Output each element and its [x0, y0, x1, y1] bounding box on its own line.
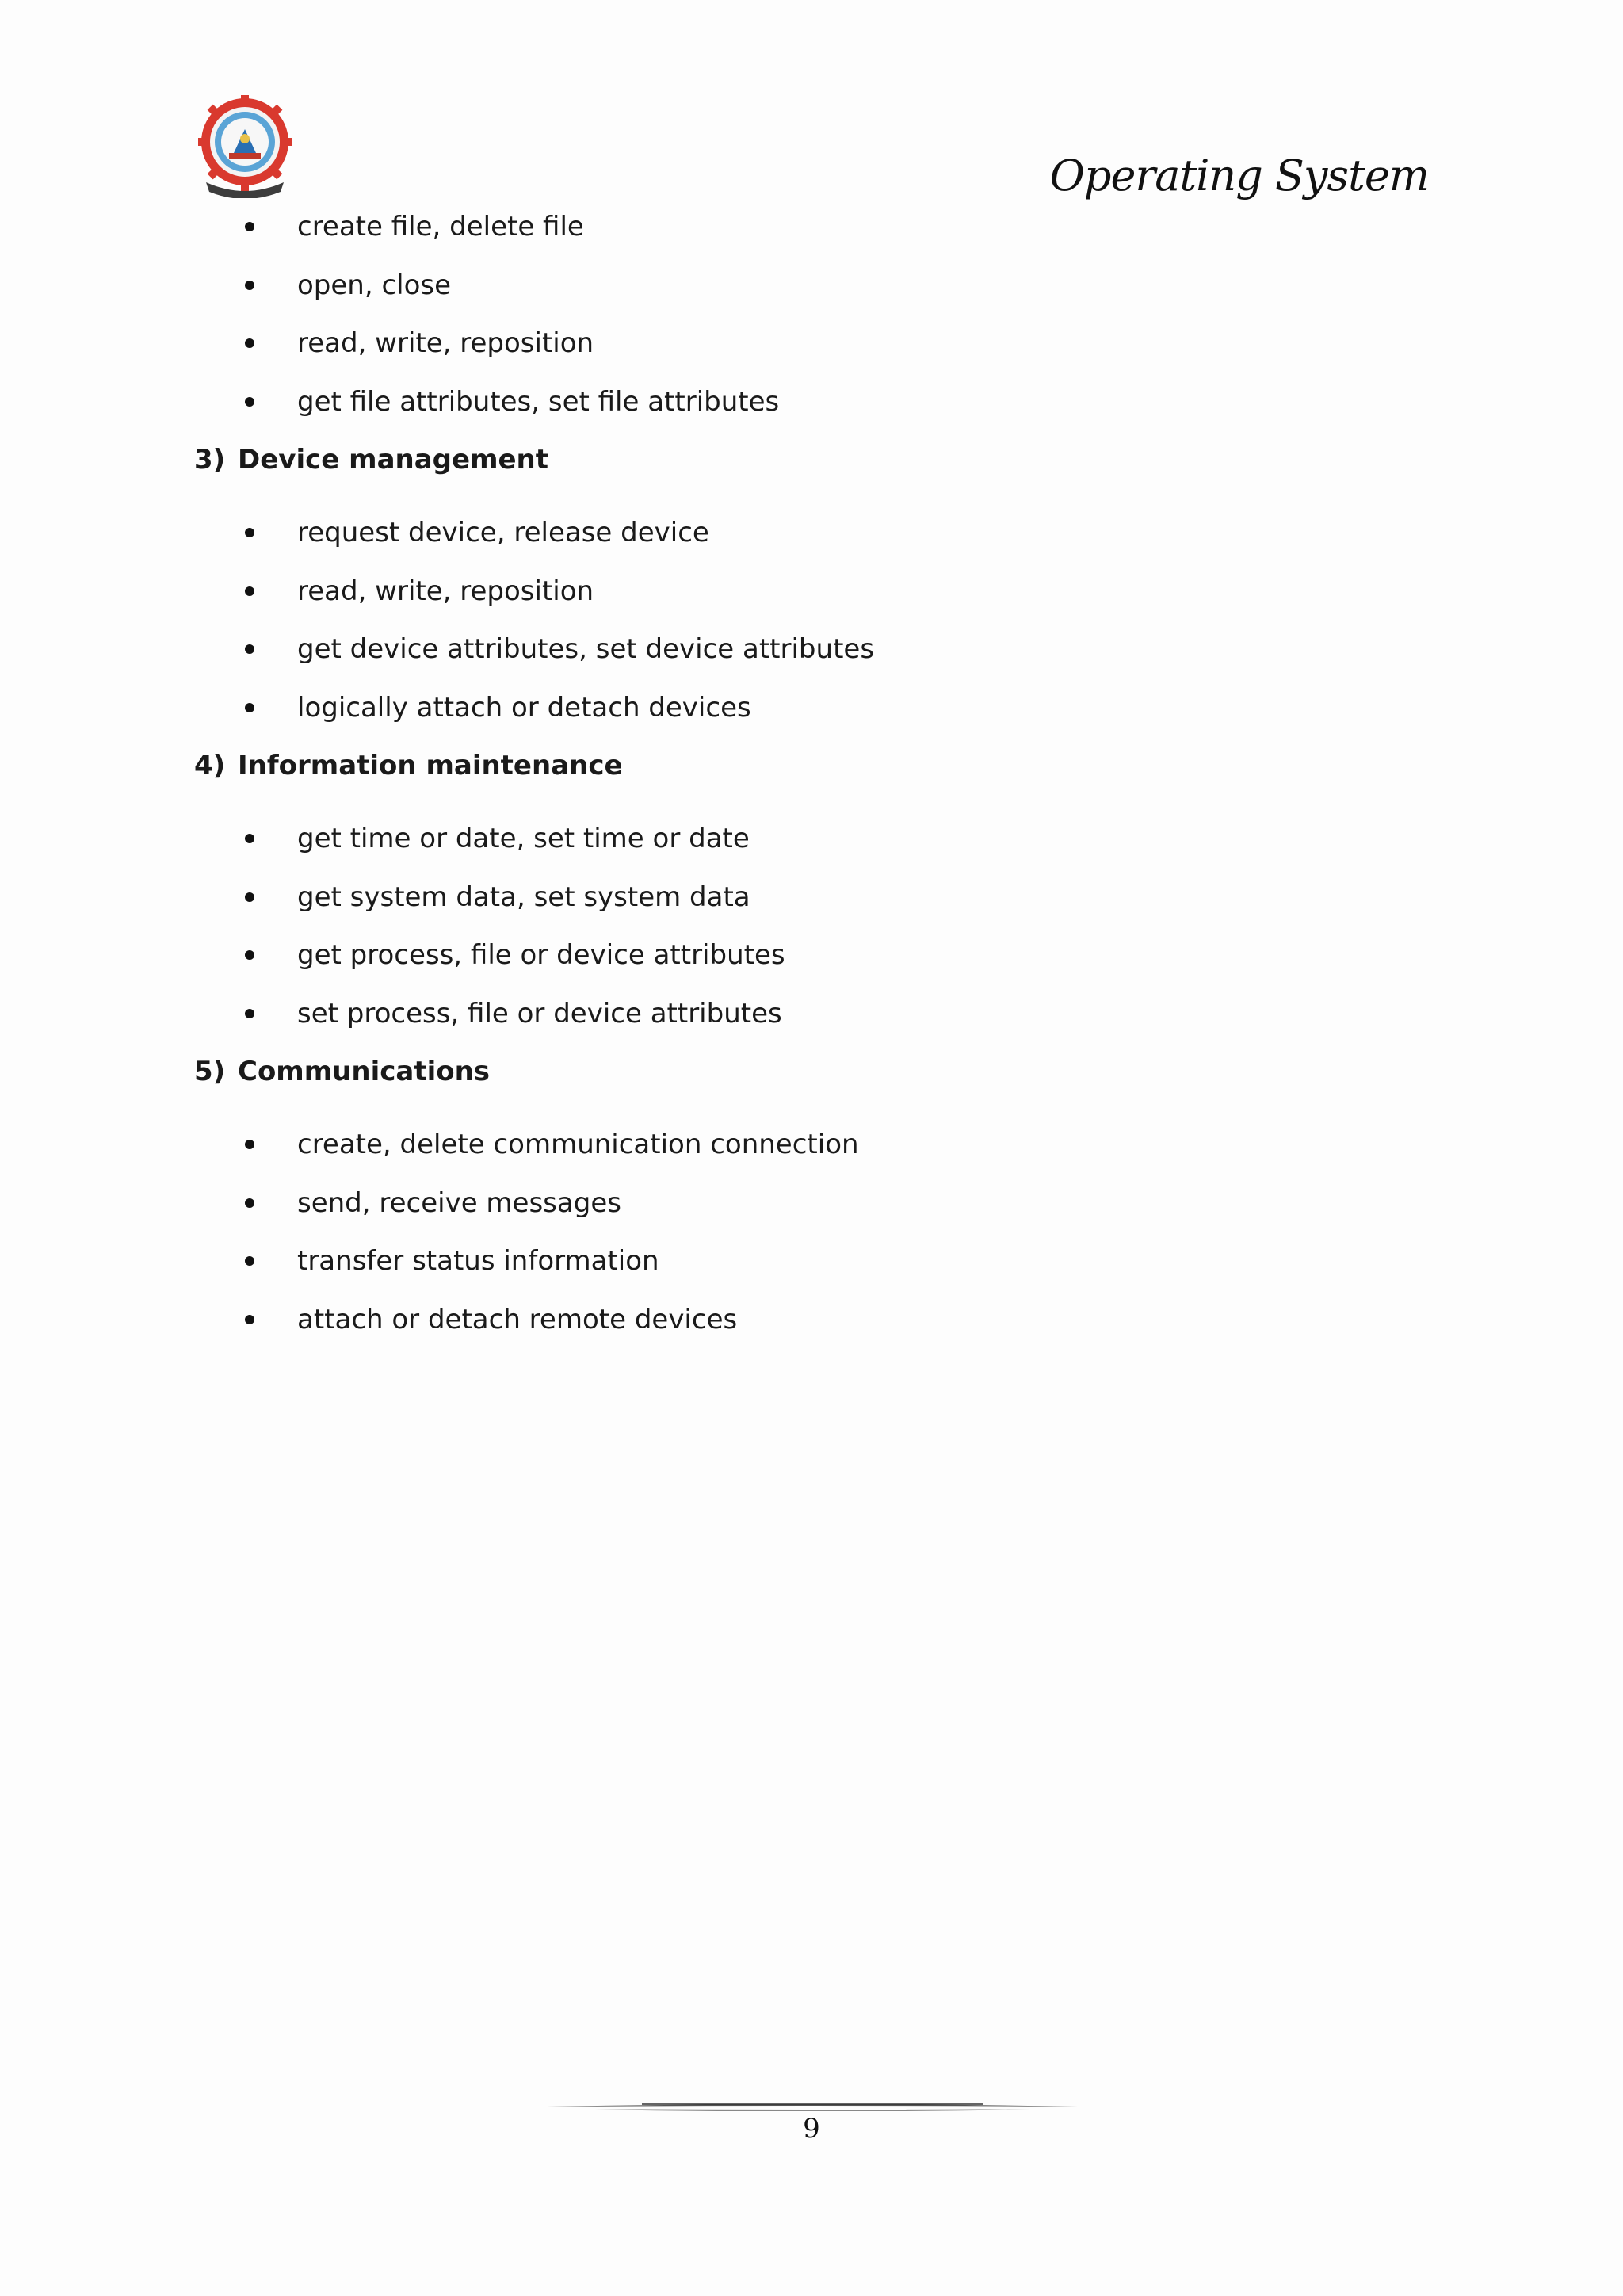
list-item-text: request device, release device — [297, 517, 709, 548]
list-item-text: get time or date, set time or date — [297, 823, 750, 854]
list-item-text: transfer status information — [297, 1245, 659, 1277]
list-item-text: get file attributes, set file attributes — [297, 385, 780, 418]
list-item-text: create, delete communication connection — [297, 1129, 859, 1160]
bullet-icon — [245, 397, 254, 407]
section-title: Information maintenance — [238, 750, 623, 781]
list-item — [245, 269, 1430, 301]
list-item-text: get device attributes, set device attributes — [297, 633, 875, 665]
section-number: 4) — [194, 750, 226, 781]
bullet-icon — [245, 1140, 254, 1149]
bullet-icon — [245, 950, 254, 960]
bullet-icon — [245, 644, 254, 654]
section-title: Communications — [238, 1056, 491, 1087]
bullet-icon — [245, 586, 254, 596]
section-heading-device-management — [194, 444, 1430, 476]
page-number: 9 — [803, 2113, 820, 2145]
running-header-title: Operating System — [1049, 151, 1429, 201]
list-item — [245, 998, 1430, 1030]
footer-divider — [547, 2100, 1078, 2113]
bullet-icon — [245, 1256, 254, 1266]
list-item — [245, 1187, 1430, 1219]
page-content — [194, 211, 1430, 1362]
section-number: 5) — [194, 1056, 226, 1087]
bullet-icon — [245, 281, 254, 290]
list-item — [245, 517, 1430, 548]
list-item-text: set process, file or device attributes — [297, 997, 782, 1030]
list-item-text: read, write, reposition — [297, 327, 594, 359]
bullet-icon — [245, 528, 254, 537]
list-item-text: get process, file or device attributes — [297, 939, 785, 971]
intro-list — [194, 211, 1430, 418]
section-title: Device management — [238, 444, 549, 476]
list-item — [245, 1304, 1430, 1335]
bullet-icon — [245, 338, 254, 348]
institution-logo — [198, 95, 292, 198]
list-item — [245, 211, 1430, 243]
bullet-icon — [245, 1009, 254, 1018]
section-number: 3) — [194, 444, 226, 476]
list-item-text: open, close — [297, 269, 452, 301]
device-management-list — [194, 517, 1430, 724]
list-item — [245, 575, 1430, 607]
bullet-icon — [245, 703, 254, 712]
bullet-icon — [245, 1198, 254, 1208]
list-item-text: read, write, reposition — [297, 575, 594, 607]
bullet-icon — [245, 1315, 254, 1324]
list-item-text: send, receive messages — [297, 1186, 621, 1219]
communications-list — [194, 1129, 1430, 1335]
bullet-icon — [245, 892, 254, 902]
list-item — [245, 692, 1430, 724]
list-item — [245, 386, 1430, 418]
bullet-icon — [245, 222, 254, 231]
section-heading-communications — [194, 1056, 1430, 1087]
list-item — [245, 633, 1430, 665]
list-item — [245, 327, 1430, 359]
list-item-text: get system data, set system data — [297, 881, 750, 913]
bullet-icon — [245, 834, 254, 843]
list-item — [245, 939, 1430, 971]
list-item — [245, 823, 1430, 854]
section-heading-information-maintenance — [194, 750, 1430, 781]
information-maintenance-list — [194, 823, 1430, 1030]
list-item-text: create file, delete file — [297, 211, 584, 243]
list-item — [245, 881, 1430, 913]
list-item-text: logically attach or detach devices — [297, 691, 751, 724]
list-item — [245, 1129, 1430, 1160]
list-item — [245, 1245, 1430, 1277]
list-item-text: attach or detach remote devices — [297, 1303, 738, 1335]
